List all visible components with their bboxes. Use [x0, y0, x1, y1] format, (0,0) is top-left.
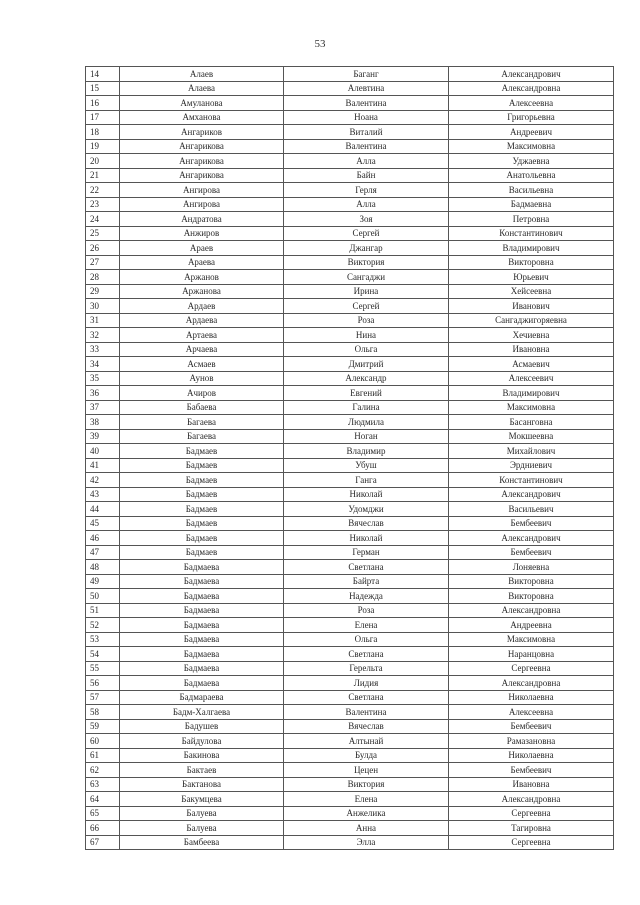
first-name-cell: Виктория — [284, 777, 449, 792]
first-name-cell: Джангар — [284, 241, 449, 256]
last-name-cell: Багаева — [120, 429, 284, 444]
patronymic-cell: Ивановна — [449, 342, 614, 357]
table-row — [86, 183, 614, 198]
table-row — [86, 342, 614, 357]
table-row — [86, 545, 614, 560]
patronymic-cell: Сангаджигоряевна — [449, 313, 614, 328]
first-name-cell: Валентина — [284, 96, 449, 111]
row-number-cell: 17 — [86, 110, 120, 125]
first-name-cell: Николай — [284, 487, 449, 502]
first-name-cell: Байн — [284, 168, 449, 183]
patronymic-cell: Константинович — [449, 226, 614, 241]
table-row — [86, 81, 614, 96]
first-name-cell: Герля — [284, 183, 449, 198]
first-name-cell: Удомджи — [284, 502, 449, 517]
row-number-cell: 28 — [86, 270, 120, 285]
patronymic-cell: Хейсеевна — [449, 284, 614, 299]
table-row — [86, 763, 614, 778]
last-name-cell: Бадмаева — [120, 618, 284, 633]
row-number-cell: 14 — [86, 67, 120, 82]
patronymic-cell: Викторовна — [449, 589, 614, 604]
table-row — [86, 226, 614, 241]
first-name-cell: Герман — [284, 545, 449, 560]
row-number-cell: 29 — [86, 284, 120, 299]
first-name-cell: Валентина — [284, 139, 449, 154]
last-name-cell: Бадмаев — [120, 516, 284, 531]
table-row — [86, 371, 614, 386]
patronymic-cell: Максимовна — [449, 400, 614, 415]
patronymic-cell: Максимовна — [449, 139, 614, 154]
patronymic-cell: Сергеевна — [449, 661, 614, 676]
first-name-cell: Евгений — [284, 386, 449, 401]
row-number-cell: 36 — [86, 386, 120, 401]
table-row — [86, 313, 614, 328]
patronymic-cell: Юрьевич — [449, 270, 614, 285]
first-name-cell: Роза — [284, 603, 449, 618]
table-row — [86, 589, 614, 604]
last-name-cell: Ардаев — [120, 299, 284, 314]
row-number-cell: 39 — [86, 429, 120, 444]
first-name-cell: Герельта — [284, 661, 449, 676]
row-number-cell: 55 — [86, 661, 120, 676]
table-row — [86, 429, 614, 444]
first-name-cell: Галина — [284, 400, 449, 415]
row-number-cell: 15 — [86, 81, 120, 96]
last-name-cell: Бамбеева — [120, 835, 284, 850]
row-number-cell: 57 — [86, 690, 120, 705]
table-row — [86, 502, 614, 517]
last-name-cell: Андратова — [120, 212, 284, 227]
last-name-cell: Алаев — [120, 67, 284, 82]
row-number-cell: 22 — [86, 183, 120, 198]
roster-table-body — [86, 67, 614, 850]
row-number-cell: 66 — [86, 821, 120, 836]
table-row — [86, 647, 614, 662]
roster-table — [85, 66, 614, 850]
row-number-cell: 45 — [86, 516, 120, 531]
table-row — [86, 67, 614, 82]
row-number-cell: 44 — [86, 502, 120, 517]
table-row — [86, 676, 614, 691]
row-number-cell: 43 — [86, 487, 120, 502]
table-row — [86, 458, 614, 473]
patronymic-cell: Григорьевна — [449, 110, 614, 125]
row-number-cell: 48 — [86, 560, 120, 575]
patronymic-cell: Александрович — [449, 67, 614, 82]
first-name-cell: Алла — [284, 154, 449, 169]
table-row — [86, 690, 614, 705]
first-name-cell: Сергей — [284, 299, 449, 314]
patronymic-cell: Бембеевич — [449, 719, 614, 734]
row-number-cell: 34 — [86, 357, 120, 372]
patronymic-cell: Иванович — [449, 299, 614, 314]
table-row — [86, 531, 614, 546]
table-row — [86, 299, 614, 314]
last-name-cell: Амуланова — [120, 96, 284, 111]
row-number-cell: 27 — [86, 255, 120, 270]
row-number-cell: 51 — [86, 603, 120, 618]
patronymic-cell: Максимовна — [449, 632, 614, 647]
last-name-cell: Ангарикова — [120, 154, 284, 169]
table-row — [86, 603, 614, 618]
table-row — [86, 705, 614, 720]
row-number-cell: 56 — [86, 676, 120, 691]
row-number-cell: 59 — [86, 719, 120, 734]
last-name-cell: Ангарикова — [120, 168, 284, 183]
first-name-cell: Валентина — [284, 705, 449, 720]
row-number-cell: 50 — [86, 589, 120, 604]
first-name-cell: Баганг — [284, 67, 449, 82]
patronymic-cell: Бембеевич — [449, 516, 614, 531]
first-name-cell: Роза — [284, 313, 449, 328]
first-name-cell: Нина — [284, 328, 449, 343]
last-name-cell: Бадмаева — [120, 676, 284, 691]
patronymic-cell: Уджаевна — [449, 154, 614, 169]
first-name-cell: Владимир — [284, 444, 449, 459]
first-name-cell: Вячеслав — [284, 516, 449, 531]
patronymic-cell: Александровна — [449, 676, 614, 691]
table-row — [86, 821, 614, 836]
first-name-cell: Лидия — [284, 676, 449, 691]
last-name-cell: Ангариков — [120, 125, 284, 140]
first-name-cell: Елена — [284, 618, 449, 633]
first-name-cell: Цецен — [284, 763, 449, 778]
table-row — [86, 241, 614, 256]
patronymic-cell: Андреевна — [449, 618, 614, 633]
last-name-cell: Бактаев — [120, 763, 284, 778]
last-name-cell: Ангирова — [120, 183, 284, 198]
first-name-cell: Ольга — [284, 632, 449, 647]
last-name-cell: Асмаев — [120, 357, 284, 372]
patronymic-cell: Александрович — [449, 487, 614, 502]
last-name-cell: Анжиров — [120, 226, 284, 241]
last-name-cell: Бадмаев — [120, 458, 284, 473]
patronymic-cell: Константинович — [449, 473, 614, 488]
last-name-cell: Бадушев — [120, 719, 284, 734]
table-row — [86, 255, 614, 270]
first-name-cell: Алла — [284, 197, 449, 212]
patronymic-cell: Алексеевич — [449, 371, 614, 386]
patronymic-cell: Анатольевна — [449, 168, 614, 183]
last-name-cell: Бадмаева — [120, 560, 284, 575]
first-name-cell: Николай — [284, 531, 449, 546]
row-number-cell: 35 — [86, 371, 120, 386]
table-row — [86, 197, 614, 212]
last-name-cell: Бадмаев — [120, 531, 284, 546]
table-row — [86, 284, 614, 299]
first-name-cell: Анжелика — [284, 806, 449, 821]
patronymic-cell: Николаевна — [449, 748, 614, 763]
row-number-cell: 65 — [86, 806, 120, 821]
row-number-cell: 18 — [86, 125, 120, 140]
last-name-cell: Багаева — [120, 415, 284, 430]
table-row — [86, 473, 614, 488]
patronymic-cell: Александрович — [449, 531, 614, 546]
table-row — [86, 777, 614, 792]
first-name-cell: Сергей — [284, 226, 449, 241]
row-number-cell: 41 — [86, 458, 120, 473]
row-number-cell: 20 — [86, 154, 120, 169]
first-name-cell: Ноган — [284, 429, 449, 444]
table-row — [86, 328, 614, 343]
row-number-cell: 19 — [86, 139, 120, 154]
first-name-cell: Убуш — [284, 458, 449, 473]
last-name-cell: Амханова — [120, 110, 284, 125]
last-name-cell: Аржанова — [120, 284, 284, 299]
last-name-cell: Бадмаева — [120, 589, 284, 604]
last-name-cell: Ангирова — [120, 197, 284, 212]
row-number-cell: 23 — [86, 197, 120, 212]
row-number-cell: 40 — [86, 444, 120, 459]
table-row — [86, 661, 614, 676]
row-number-cell: 49 — [86, 574, 120, 589]
last-name-cell: Бадмаева — [120, 603, 284, 618]
row-number-cell: 24 — [86, 212, 120, 227]
patronymic-cell: Викторовна — [449, 255, 614, 270]
first-name-cell: Булда — [284, 748, 449, 763]
row-number-cell: 63 — [86, 777, 120, 792]
patronymic-cell: Викторовна — [449, 574, 614, 589]
row-number-cell: 37 — [86, 400, 120, 415]
patronymic-cell: Рамазановна — [449, 734, 614, 749]
row-number-cell: 58 — [86, 705, 120, 720]
first-name-cell: Ноана — [284, 110, 449, 125]
last-name-cell: Аунов — [120, 371, 284, 386]
row-number-cell: 60 — [86, 734, 120, 749]
last-name-cell: Бадмаева — [120, 632, 284, 647]
last-name-cell: Бактанова — [120, 777, 284, 792]
table-row — [86, 415, 614, 430]
last-name-cell: Бадмаева — [120, 661, 284, 676]
patronymic-cell: Михайлович — [449, 444, 614, 459]
patronymic-cell: Сергеевна — [449, 806, 614, 821]
table-row — [86, 560, 614, 575]
last-name-cell: Бадмаев — [120, 473, 284, 488]
last-name-cell: Ачиров — [120, 386, 284, 401]
patronymic-cell: Андреевич — [449, 125, 614, 140]
table-row — [86, 734, 614, 749]
last-name-cell: Бадмаев — [120, 487, 284, 502]
patronymic-cell: Мокшеевна — [449, 429, 614, 444]
table-row — [86, 110, 614, 125]
table-row — [86, 444, 614, 459]
table-row — [86, 835, 614, 850]
patronymic-cell: Ивановна — [449, 777, 614, 792]
first-name-cell: Алевтина — [284, 81, 449, 96]
table-row — [86, 168, 614, 183]
first-name-cell: Людмила — [284, 415, 449, 430]
last-name-cell: Артаева — [120, 328, 284, 343]
first-name-cell: Александр — [284, 371, 449, 386]
last-name-cell: Бадмаева — [120, 574, 284, 589]
first-name-cell: Светлана — [284, 690, 449, 705]
row-number-cell: 42 — [86, 473, 120, 488]
patronymic-cell: Владимирович — [449, 241, 614, 256]
patronymic-cell: Асмаевич — [449, 357, 614, 372]
patronymic-cell: Васильевич — [449, 502, 614, 517]
patronymic-cell: Владимирович — [449, 386, 614, 401]
table-row — [86, 154, 614, 169]
last-name-cell: Бадмаев — [120, 502, 284, 517]
last-name-cell: Балуева — [120, 806, 284, 821]
table-row — [86, 632, 614, 647]
patronymic-cell: Наранцовна — [449, 647, 614, 662]
table-row — [86, 125, 614, 140]
last-name-cell: Бадмаева — [120, 647, 284, 662]
row-number-cell: 38 — [86, 415, 120, 430]
first-name-cell: Зоя — [284, 212, 449, 227]
first-name-cell: Виктория — [284, 255, 449, 270]
row-number-cell: 53 — [86, 632, 120, 647]
table-row — [86, 719, 614, 734]
first-name-cell: Светлана — [284, 647, 449, 662]
table-row — [86, 487, 614, 502]
patronymic-cell: Петровна — [449, 212, 614, 227]
row-number-cell: 54 — [86, 647, 120, 662]
table-row — [86, 792, 614, 807]
first-name-cell: Дмитрий — [284, 357, 449, 372]
table-row — [86, 400, 614, 415]
page-number: 53 — [314, 38, 326, 50]
patronymic-cell: Алексеевна — [449, 96, 614, 111]
first-name-cell: Сангаджи — [284, 270, 449, 285]
last-name-cell: Бабаева — [120, 400, 284, 415]
table-row — [86, 386, 614, 401]
first-name-cell: Надежда — [284, 589, 449, 604]
table-row — [86, 618, 614, 633]
row-number-cell: 64 — [86, 792, 120, 807]
patronymic-cell: Николаевна — [449, 690, 614, 705]
first-name-cell: Ирина — [284, 284, 449, 299]
last-name-cell: Бадмараева — [120, 690, 284, 705]
last-name-cell: Арчаева — [120, 342, 284, 357]
patronymic-cell: Тагировна — [449, 821, 614, 836]
last-name-cell: Бакумцева — [120, 792, 284, 807]
table-row — [86, 806, 614, 821]
row-number-cell: 21 — [86, 168, 120, 183]
last-name-cell: Байдулова — [120, 734, 284, 749]
table-row — [86, 574, 614, 589]
patronymic-cell: Александровна — [449, 603, 614, 618]
last-name-cell: Бадмаев — [120, 444, 284, 459]
first-name-cell: Байрта — [284, 574, 449, 589]
last-name-cell: Бакинова — [120, 748, 284, 763]
last-name-cell: Бадм-Халгаева — [120, 705, 284, 720]
patronymic-cell: Хечиевна — [449, 328, 614, 343]
first-name-cell: Алтынай — [284, 734, 449, 749]
row-number-cell: 25 — [86, 226, 120, 241]
patronymic-cell: Басанговна — [449, 415, 614, 430]
patronymic-cell: Эрдниевич — [449, 458, 614, 473]
patronymic-cell: Александровна — [449, 792, 614, 807]
table-row — [86, 270, 614, 285]
row-number-cell: 30 — [86, 299, 120, 314]
table-row — [86, 516, 614, 531]
table-row — [86, 748, 614, 763]
last-name-cell: Бадмаев — [120, 545, 284, 560]
first-name-cell: Виталий — [284, 125, 449, 140]
first-name-cell: Ганга — [284, 473, 449, 488]
last-name-cell: Алаева — [120, 81, 284, 96]
row-number-cell: 33 — [86, 342, 120, 357]
row-number-cell: 31 — [86, 313, 120, 328]
table-row — [86, 212, 614, 227]
first-name-cell: Анна — [284, 821, 449, 836]
first-name-cell: Элла — [284, 835, 449, 850]
row-number-cell: 46 — [86, 531, 120, 546]
first-name-cell: Светлана — [284, 560, 449, 575]
patronymic-cell: Бембеевич — [449, 545, 614, 560]
last-name-cell: Балуева — [120, 821, 284, 836]
patronymic-cell: Алексеевна — [449, 705, 614, 720]
patronymic-cell: Бембеевич — [449, 763, 614, 778]
row-number-cell: 61 — [86, 748, 120, 763]
row-number-cell: 67 — [86, 835, 120, 850]
row-number-cell: 26 — [86, 241, 120, 256]
row-number-cell: 52 — [86, 618, 120, 633]
last-name-cell: Араева — [120, 255, 284, 270]
last-name-cell: Араев — [120, 241, 284, 256]
first-name-cell: Елена — [284, 792, 449, 807]
last-name-cell: Ардаева — [120, 313, 284, 328]
first-name-cell: Ольга — [284, 342, 449, 357]
patronymic-cell: Сергеевна — [449, 835, 614, 850]
row-number-cell: 32 — [86, 328, 120, 343]
row-number-cell: 47 — [86, 545, 120, 560]
patronymic-cell: Александровна — [449, 81, 614, 96]
patronymic-cell: Васильевна — [449, 183, 614, 198]
table-row — [86, 357, 614, 372]
patronymic-cell: Лоняевна — [449, 560, 614, 575]
first-name-cell: Вячеслав — [284, 719, 449, 734]
table-row — [86, 96, 614, 111]
row-number-cell: 62 — [86, 763, 120, 778]
table-row — [86, 139, 614, 154]
last-name-cell: Ангарикова — [120, 139, 284, 154]
last-name-cell: Аржанов — [120, 270, 284, 285]
row-number-cell: 16 — [86, 96, 120, 111]
patronymic-cell: Бадмаевна — [449, 197, 614, 212]
